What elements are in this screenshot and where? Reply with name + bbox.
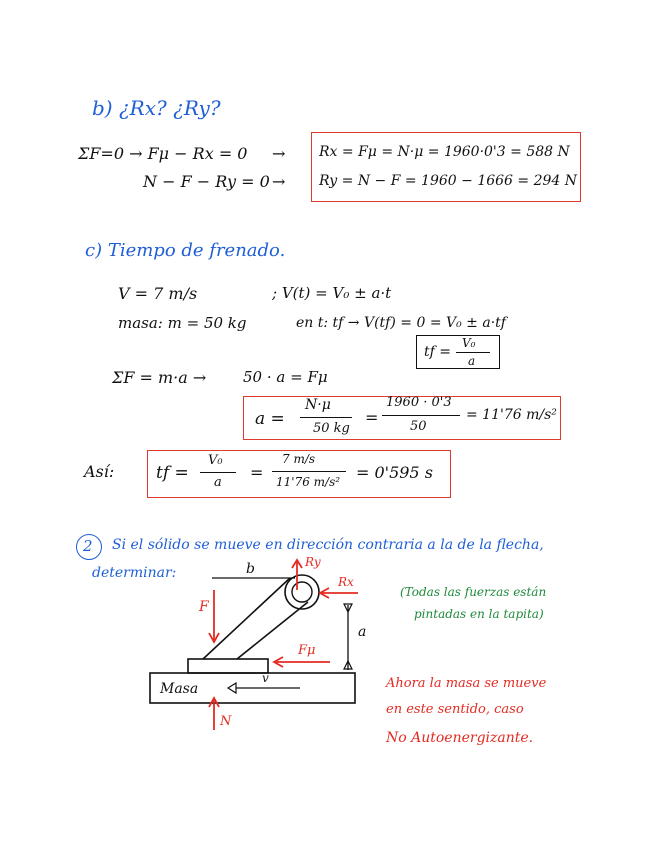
- label-Fmu: Fμ: [298, 643, 316, 658]
- problem-statement-line2: determinar:: [92, 565, 177, 581]
- stop-time-equation: en t: tf → V(tf) = 0 = V₀ ± a·tf: [296, 315, 506, 331]
- red-note-line1: Ahora la masa se mueve: [386, 676, 547, 691]
- green-note-line1: (Todas las fuerzas están: [400, 585, 547, 599]
- mass-given: masa: m = 50 kg: [118, 314, 247, 332]
- section-b-title: b) ¿Rx? ¿Ry?: [92, 96, 221, 120]
- acceleration-den2: 50: [410, 419, 427, 434]
- stop-time-lhs: tf =: [156, 463, 189, 483]
- arrow-2: →: [272, 172, 286, 191]
- result-rx: Rx = Fμ = N·μ = 1960·0'3 = 588 N: [319, 144, 570, 160]
- green-note-line2: pintadas en la tapita): [414, 607, 544, 621]
- problem-number: 2: [83, 537, 93, 555]
- acceleration-num1: N·μ: [305, 397, 331, 413]
- pivot-outer: [285, 575, 319, 609]
- arm-left-edge: [203, 578, 290, 659]
- velocity-given: V = 7 m/s: [118, 284, 198, 303]
- tf-formula-den: a: [468, 354, 476, 368]
- section-c-title: c) Tiempo de frenado.: [85, 240, 286, 261]
- label-F: F: [199, 599, 209, 615]
- stop-time-result: = 0'595 s: [356, 463, 433, 482]
- stop-time-den2: 11'76 m/s²: [276, 475, 341, 489]
- acceleration-result: = 11'76 m/s²: [466, 407, 557, 423]
- velocity-equation: ; V(t) = V₀ ± a·t: [272, 284, 392, 302]
- problem-statement-line1: Si el sólido se mueve en dirección contraria a la de la flecha,: [112, 537, 544, 553]
- acceleration-equals: =: [365, 408, 379, 427]
- asi-label: Así:: [84, 462, 115, 481]
- arrow-1: →: [272, 144, 286, 163]
- acceleration-lhs: a =: [255, 409, 285, 429]
- brake-shoe: [188, 659, 268, 673]
- equation-ry: N − F − Ry = 0: [143, 172, 270, 191]
- label-N: N: [220, 714, 232, 729]
- stop-time-num2: 7 m/s: [282, 452, 316, 466]
- tf-formula-lhs: tf =: [424, 344, 451, 360]
- label-Ry: Ry: [305, 555, 321, 569]
- sum-forces: ΣF = m·a →: [112, 368, 207, 387]
- velocity-arrowhead: [228, 683, 236, 693]
- pivot-inner: [292, 582, 312, 602]
- red-note-line3: No Autoenergizante.: [386, 730, 534, 746]
- result-ry: Ry = N − F = 1960 − 1666 = 294 N: [319, 173, 578, 189]
- acceleration-den1: 50 kg: [313, 421, 350, 436]
- tf-formula-num: V₀: [462, 336, 476, 350]
- label-a: a: [358, 624, 367, 640]
- stop-time-equals: =: [250, 463, 264, 482]
- label-mass: Masa: [160, 681, 199, 697]
- label-b: b: [246, 561, 255, 577]
- label-velocity: v: [262, 671, 269, 685]
- acceleration-num2: 1960 · 0'3: [386, 395, 452, 410]
- friction-equation: 50 · a = Fμ: [243, 368, 328, 386]
- equation-rx: ΣF=0 → Fμ − Rx = 0: [78, 144, 248, 163]
- red-note-line2: en este sentido, caso: [386, 702, 524, 717]
- label-Rx: Rx: [338, 575, 354, 589]
- stop-time-den1: a: [214, 475, 222, 490]
- stop-time-num1: V₀: [208, 453, 223, 468]
